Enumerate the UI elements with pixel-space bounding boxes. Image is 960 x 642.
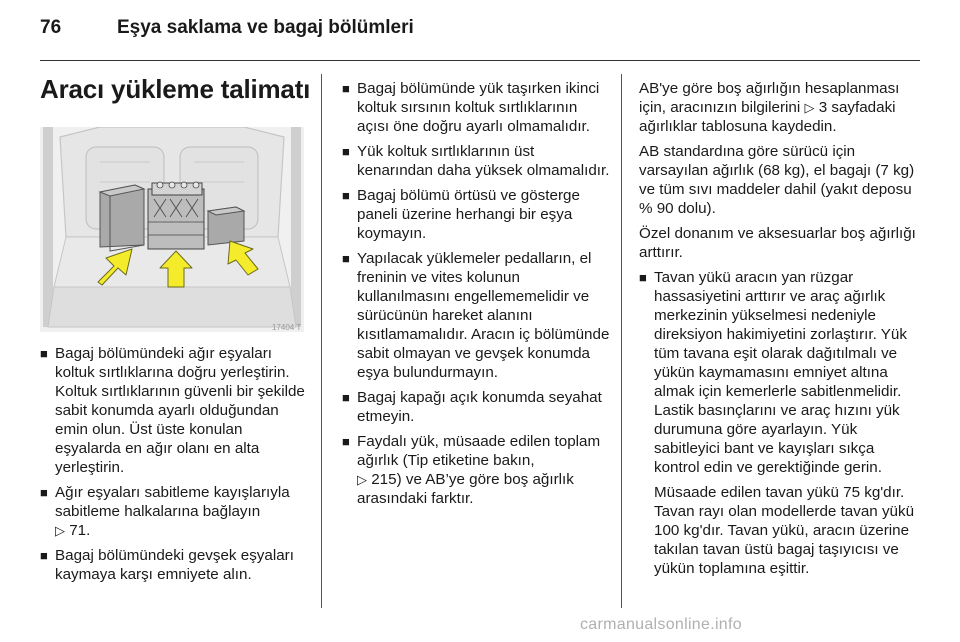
- list-item: ■ Bagaj bölümündeki ağır eşyaları koltuk sırtlıklarına doğru yerleştirin. Koltuk sırtlıklarının güvenli bir şekilde sabit konumda ayarlı olduğundan emin olun. Üst üste konulan eşyalarda en ağır olanı en alta yerleştirin.: [40, 345, 305, 476]
- list-item: ■ Bagaj kapağı açık konumda seyahat etmeyin.: [342, 389, 602, 425]
- header-rule: [40, 60, 920, 61]
- paragraph: AB'ye göre boş ağırlığın hesaplanması için, aracınızın bilgilerini ▷ 3 sayfadaki ağırlıklar tablosuna kaydedin.: [639, 80, 900, 135]
- bullet-icon: ■: [342, 144, 350, 159]
- list-item: ■ Tavan yükü aracın yan rüzgar hassasiyetini arttırır ve araç ağırlık merkezinin yükselmesi nedeniyle direksiyon hakimiyetini zorlaştırır. Yük tüm tavana eşit olarak dağıtılmalı ve yükün kaymamasını emniyet altına almak için kemerlerle sabitlenmelidir. Lastik basınçlarını ve araç hızını yük durumuna göre ayarlayın. Yük sabitleyici bant ve kayışları sıkça kontrol edin ve gerektiğinde gerin.: [639, 269, 907, 476]
- paragraph: Özel donanım ve aksesuarlar boş ağırlığı arttırır.: [639, 225, 916, 261]
- column-divider: [621, 74, 622, 608]
- figure-code: 17404 T: [272, 323, 302, 332]
- list-item: ■ Bagaj bölümündeki gevşek eşyaları kaymaya karşı emniyete alın.: [40, 547, 294, 583]
- page-ref-link[interactable]: 215) ve AB’ye göre boş ağırlık arasındaki farktır.: [357, 471, 574, 507]
- watermark: carmanualsonline.info: [580, 616, 742, 633]
- bullet-icon: ■: [342, 390, 350, 405]
- paragraph: AB standardına göre sürücü için varsayılan ağırlık (68 kg), el bagajı (7 kg) ve tüm sıvı maddeler dahil (yakıt deposu % 90 dolu).: [639, 143, 915, 217]
- bullet-icon: ■: [342, 434, 350, 449]
- list-item: ■ Bagaj bölümünde yük taşırken ikinci koltuk sırsının koltuk sırtlıklarının açısı öne doğru ayarlı olmamalıdır.: [342, 80, 600, 135]
- page-ref-icon: ▷: [55, 523, 65, 538]
- bullet-icon: ■: [639, 270, 647, 285]
- list-item: ■ Yapılacak yüklemeler pedalların, el freninin ve vites kolunun kullanılmasını engellememelidir ve sürücünün hareket alanını kısıtlamamalıdır. Aracın iç bölümünde sabit olmayan ve gevşek konumda eşya bulundurmayın.: [342, 250, 610, 381]
- chapter-title: Eşya saklama ve bagaj bölümleri: [117, 17, 414, 38]
- column-2: [342, 79, 610, 514]
- list-item: ■ Bagaj bölümü örtüsü ve gösterge paneli üzerine herhangi bir eşya koymayın.: [342, 187, 580, 242]
- page-ref-icon: ▷: [357, 472, 367, 487]
- section-title: Aracı yükleme talimatı: [40, 74, 311, 104]
- list-item: ■ Ağır eşyaları sabitleme kayışlarıyla sabitleme halkalarına bağlayın ▷ 71.: [40, 484, 290, 539]
- bullet-icon: ■: [342, 251, 350, 266]
- list-item: ■ Yük koltuk sırtlıklarının üst kenarından daha yüksek olmamalıdır.: [342, 143, 610, 179]
- page-ref-link[interactable]: 3 sayfadaki ağırlıklar tablosuna kaydedin.: [639, 99, 896, 135]
- bullet-icon: ■: [40, 346, 48, 361]
- bullet-icon: ■: [40, 485, 48, 500]
- column-divider: [321, 74, 322, 608]
- paragraph: Müsaade edilen tavan yükü 75 kg'dır. Tavan rayı olan modellerde tavan yükü 100 kg'dır. Tavan yükü, aracın üzerine takılan tavan üstü bagaj taşıyıcısı ve yükün toplamına eşittir.: [654, 484, 915, 577]
- list-item: ■ Faydalı yük, müsaade edilen toplam ağırlık (Tip etiketine bakın, ▷ 215) ve AB’ye göre boş ağırlık arasındaki farktır.: [342, 433, 601, 507]
- bullet-icon: ■: [342, 81, 350, 96]
- bullet-icon: ■: [40, 548, 48, 563]
- column-1: [40, 344, 308, 590]
- page-ref-link[interactable]: 71.: [69, 522, 91, 539]
- page-number: 76: [40, 17, 62, 38]
- bullet-icon: ■: [342, 188, 350, 203]
- page-ref-icon: ▷: [804, 100, 815, 115]
- column-3: [639, 79, 921, 584]
- cargo-loading-illustration: [40, 127, 304, 332]
